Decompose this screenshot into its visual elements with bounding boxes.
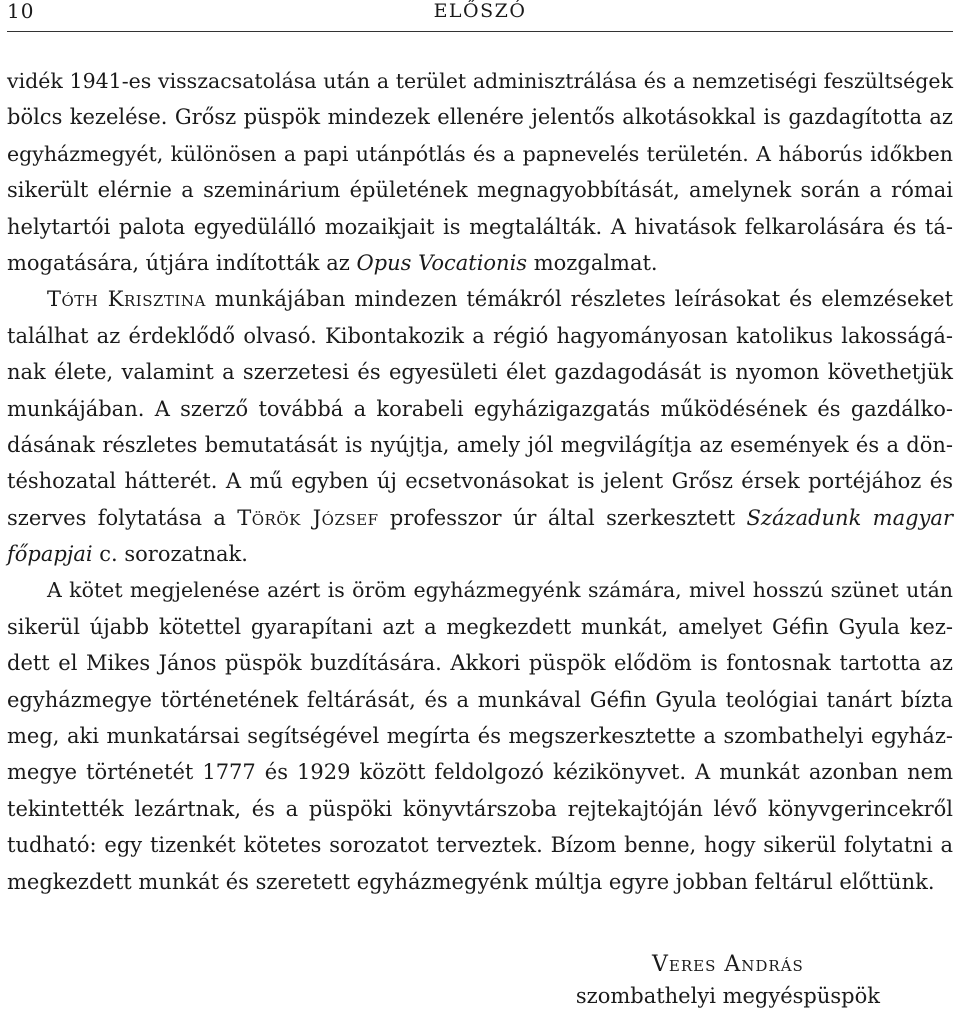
running-head: ELŐSZÓ bbox=[433, 0, 527, 22]
italic-title: főpapjai bbox=[7, 542, 93, 567]
text-run: c. sorozatnak. bbox=[92, 542, 248, 567]
page-header bbox=[7, 0, 953, 32]
author-name: Tóth Krisztina bbox=[47, 287, 206, 312]
text-line: helytartói palota egyedülálló mozaikjait is megtalálták. A hivatások felkarolására és tá- bbox=[7, 214, 953, 239]
text-line: egyházmegyét, különösen a papi utánpótlás és a papnevelés területén. A háborús időkben bbox=[7, 141, 953, 166]
page-number: 10 bbox=[7, 0, 35, 23]
text-line: meg, aki munkatársai segítségével megírta és megszerkesztette a szombathelyi egyház- bbox=[7, 724, 953, 749]
text-line: dásának részletes bemutatását is nyújtja, amely jól megvilágítja az események és a dön- bbox=[7, 432, 953, 457]
text-line: tekintették lezártnak, és a püspöki könyvtárszoba rejtekajtóján lévő könyvgerincekről bbox=[7, 796, 953, 821]
text-line: dett el Mikes János püspök buzdítására. Akkori püspök elődöm is fontosnak tartotta az bbox=[7, 651, 953, 676]
text-run: mozgalmat. bbox=[527, 250, 658, 275]
text-line bbox=[7, 500, 953, 536]
text-line: megkezdett munkát és szeretett egyházmegyénk múltja egyre jobban feltárul előttünk. bbox=[7, 869, 935, 894]
text-line: találhat az érdeklődő olvasó. Kibontakozik a régió hagyományosan katolikus lakosságá- bbox=[7, 323, 953, 348]
text-line: nak élete, valamint a szerzetesi és egyesületi élet gazdagodását is nyomon követhetjük bbox=[7, 360, 953, 385]
text-line: egyházmegye történetének feltárását, és a munkával Géfin Gyula teológiai tanárt bízta bbox=[7, 687, 953, 712]
text-line bbox=[7, 281, 953, 317]
text-line: bölcs kezelése. Grősz püspök mindezek ellenére jelentős alkotásokkal is gazdagította az bbox=[7, 105, 953, 130]
body-text bbox=[7, 63, 953, 900]
text-run: szerves folytatása a bbox=[7, 505, 238, 530]
text-line: tudható: egy tizenkét kötetes sorozatot terveztek. Bízom benne, hogy sikerül folytatni a bbox=[7, 833, 953, 858]
text-run: munkájában mindezen témákról részletes leírásokat és elemzéseket bbox=[205, 287, 954, 312]
text-run: professzor úr által szerkesztett bbox=[378, 505, 747, 530]
text-line bbox=[7, 245, 953, 281]
text-line: sikerül újabb kötettel gyarapítani azt a megkezdett munkát, amelyet Géfin Gyula kez- bbox=[7, 614, 953, 639]
text-line bbox=[7, 536, 953, 572]
text-line: A kötet megjelenése azért is öröm egyházmegyénk számára, mivel hosszú szünet után bbox=[47, 578, 953, 603]
text-line: téshozatal hátterét. A mű egyben új ecsetvonásokat is jelent Grősz érsek portéjához és bbox=[7, 469, 953, 494]
text-line: vidék 1941-es visszacsatolása után a terület adminisztrálása és a nemzetiségi feszültségek bbox=[7, 69, 953, 93]
signature-title: szombathelyi megyéspüspök bbox=[575, 984, 880, 1008]
text-line: megye történetét 1777 és 1929 között feldolgozó kézikönyvet. A munkát azonban nem bbox=[7, 760, 953, 785]
signature-block bbox=[576, 950, 880, 1012]
text-line: munkájában. A szerző továbbá a korabeli egyházigazgatás működésének és gazdálko- bbox=[7, 396, 953, 421]
text-line: sikerült elérnie a szeminárium épületének megnagyobbítását, amelynek során a római bbox=[7, 178, 953, 203]
text-run: mogatására, útjára indították az bbox=[7, 250, 357, 275]
author-name: Török József bbox=[237, 505, 379, 530]
signature-name: Veres András bbox=[652, 952, 804, 977]
italic-title: Századunk magyar bbox=[746, 505, 953, 530]
italic-title: Opus Vocationis bbox=[356, 250, 528, 275]
